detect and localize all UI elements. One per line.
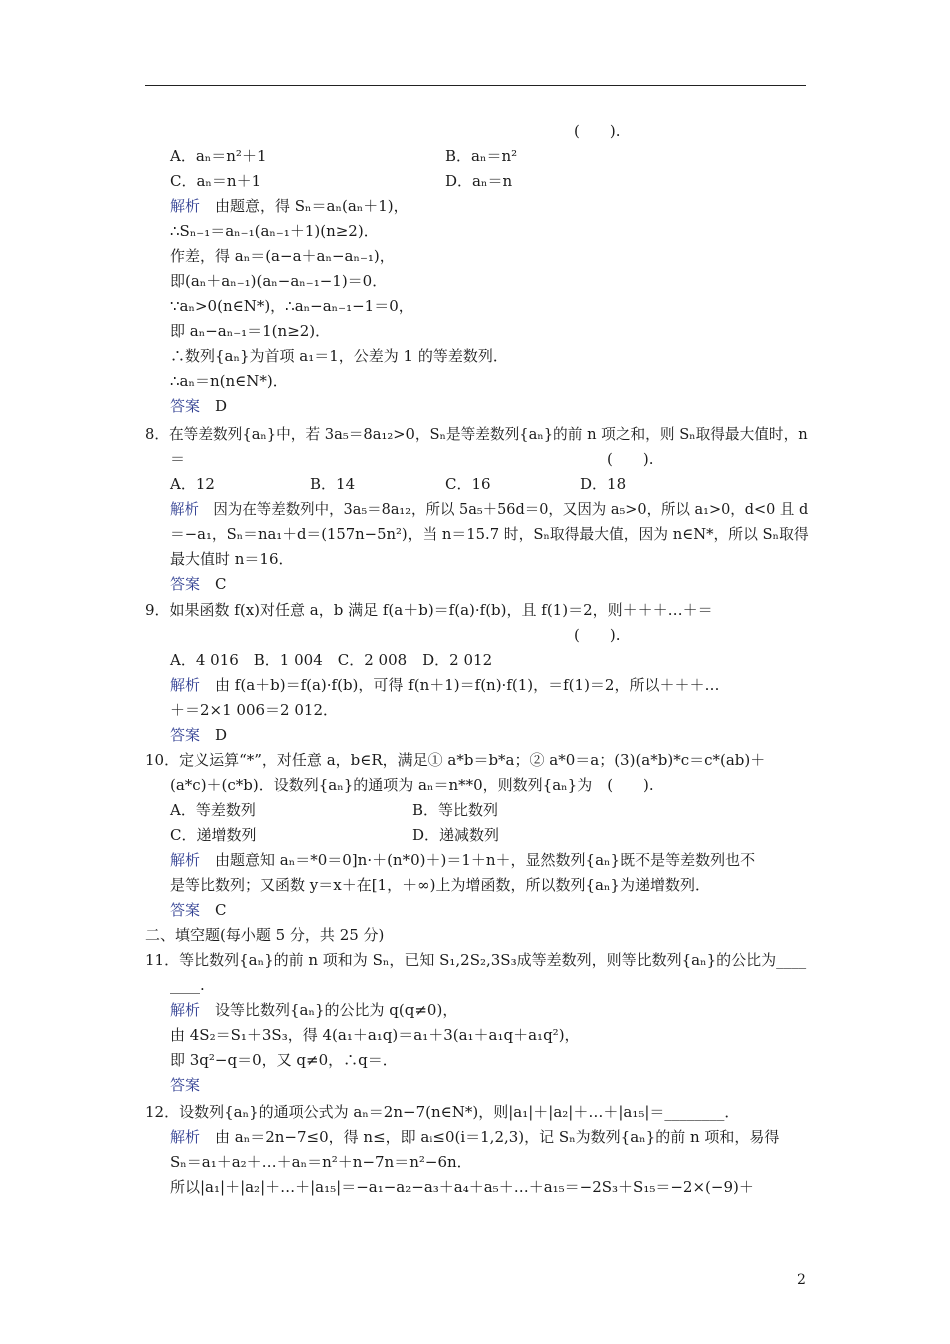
analysis-label: 解析	[170, 676, 201, 694]
q10-answer: 答案 C	[170, 901, 227, 919]
analysis-label: 解析	[170, 197, 201, 215]
q8-analysis-line: 解析 因为在等差数列中，3a₅＝8a₁₂，所以 5a₅＋56d＝0，又因为 a₅>0，所以 a₁>0，d<0 且 d	[170, 500, 809, 518]
q11-stem: ____.	[170, 976, 205, 994]
q12-stem: 12．设数列{aₙ}的通项公式为 aₙ＝2n−7(n∈N*)，则|a₁|＋|a₂|＋…＋|a₁₅|＝________．	[145, 1103, 740, 1121]
q9-options: A．4 016 B．1 004 C．2 008 D．2 012	[170, 651, 493, 669]
q8-stem: 8．在等差数列{aₙ}中，若 3a₅＝8a₁₂>0，Sₙ是等差数列{aₙ}的前 n 项之和，则 Sₙ取得最大值时，n	[145, 425, 808, 443]
q10-analysis-line: 是等比数列；又函数 y＝x＋在[1，＋∞)上为增函数，所以数列{aₙ}为递增数列．	[170, 876, 710, 894]
q10-option-d: D．递减数列	[412, 826, 500, 844]
q11-stem: 11．等比数列{aₙ}的前 n 项和为 Sₙ，已知 S₁,2S₂,3S₃成等差数列，则等比数列{aₙ}的公比为____	[145, 951, 807, 969]
q10-option-b: B．等比数列	[412, 801, 499, 819]
q9-blank: ( ).	[574, 626, 621, 644]
q7-analysis-line: ∵aₙ>0(n∈N*)，∴aₙ−aₙ₋₁−1＝0，	[170, 297, 414, 315]
q8-option-d: D．18	[580, 475, 627, 493]
q12-analysis-line: Sₙ＝a₁＋a₂＋…＋aₙ＝n²＋n−7n＝n²−6n．	[170, 1153, 472, 1171]
q10-stem: 10．定义运算“*”，对任意 a，b∈R，满足① a*b＝b*a；② a*0＝a；(3)(a*b)*c＝c*(ab)＋	[145, 751, 766, 769]
q11-answer	[170, 1075, 200, 1095]
q11-analysis-line: 解析 设等比数列{aₙ}的公比为 q(q≠0)，	[170, 1001, 458, 1019]
q9-analysis-line: ＋＝2×1 006＝2 012．	[170, 701, 338, 719]
q7-option-c: C．aₙ＝n＋1	[170, 172, 262, 190]
q7-blank: ( ).	[574, 122, 621, 140]
q10-option-a: A．等差数列	[170, 801, 256, 819]
q8-analysis-line: ＝−a₁，Sₙ＝na₁＋d＝(157n−5n²)，当 n＝15.7 时，Sₙ取得最大值，因为 n∈N*，所以 Sₙ取得	[170, 525, 809, 543]
q8-option-b: B．14	[310, 475, 356, 493]
analysis-label: 解析	[170, 500, 199, 518]
analysis-label: 解析	[170, 1001, 201, 1019]
q10-analysis-line: 解析 由题意知 aₙ＝*0＝0]n·＋(n*0)＋)＝1＋n＋，显然数列{aₙ}既不是等差数列也不	[170, 851, 756, 869]
q7-analysis-line: ∴数列{aₙ}为首项 a₁＝1，公差为 1 的等差数列．	[170, 347, 508, 365]
q8-answer: 答案 C	[170, 575, 227, 593]
q7-analysis-line: ∴aₙ＝n(n∈N*)．	[170, 372, 288, 390]
answer-label: 答案	[170, 726, 201, 744]
answer-label: 答案	[170, 397, 201, 415]
section-heading: 二、填空题(每小题 5 分，共 25 分)	[145, 926, 385, 944]
q9-answer: 答案 D	[170, 726, 228, 744]
q12-analysis-line: 解析 由 aₙ＝2n−7≤0，得 n≤，即 aᵢ≤0(i＝1,2,3)，记 Sₙ为数列{aₙ}的前 n 项和，易得	[170, 1128, 780, 1146]
q7-option-a: A．aₙ＝n²＋1	[170, 147, 267, 165]
q9-analysis-line: 解析 由 f(a＋b)＝f(a)·f(b)，可得 f(n＋1)＝f(n)·f(1)，＝f(1)＝2，所以＋＋＋…	[170, 676, 720, 694]
q7-analysis-line: 即 aₙ−aₙ₋₁＝1(n≥2)．	[170, 322, 331, 340]
q7-option-b: B．aₙ＝n²	[445, 147, 518, 165]
q10-stem: (a*c)＋(c*b)．设数列{aₙ}的通项为 aₙ＝n**0，则数列{aₙ}为 ( ).	[170, 776, 654, 794]
q7-analysis-line: ∴Sₙ₋₁＝aₙ₋₁(aₙ₋₁＋1)(n≥2)．	[170, 222, 379, 240]
q8-stem: ＝	[170, 450, 186, 468]
q7-answer: 答案 D	[170, 397, 228, 415]
q12-analysis-line: 所以|a₁|＋|a₂|＋…＋|a₁₅|＝−a₁−a₂−a₃＋a₄＋a₅＋…＋a₁₅＝−2S₃＋S₁₅＝−2×(−9)＋	[170, 1178, 754, 1196]
answer-label: 答案	[170, 1076, 201, 1094]
header-rule	[145, 85, 806, 86]
analysis-label: 解析	[170, 851, 201, 869]
q11-analysis-line: 即 3q²−q＝0，又 q≠0，∴q＝．	[170, 1051, 398, 1069]
q7-analysis-line: 解析 由题意，得 Sₙ＝aₙ(aₙ＋1)，	[170, 197, 409, 215]
q11-analysis-line: 由 4S₂＝S₁＋3S₃，得 4(a₁＋a₁q)＝a₁＋3(a₁＋a₁q＋a₁q²)，	[170, 1026, 580, 1044]
q9-stem: 9．如果函数 f(x)对任意 a，b 满足 f(a＋b)＝f(a)·f(b)，且 f(1)＝2，则＋＋＋…＋＝	[145, 601, 713, 619]
page-number: 2	[797, 1272, 806, 1288]
q8-analysis-line: 最大值时 n＝16．	[170, 550, 294, 568]
answer-label: 答案	[170, 575, 201, 593]
answer-label: 答案	[170, 901, 201, 919]
q8-option-c: C．16	[445, 475, 491, 493]
q8-option-a: A．12	[170, 475, 215, 493]
q7-analysis-line: 作差，得 aₙ＝(a−a＋aₙ−aₙ₋₁)，	[170, 247, 395, 265]
q7-option-d: D．aₙ＝n	[445, 172, 513, 190]
q8-blank: ( ).	[607, 450, 654, 468]
analysis-label: 解析	[170, 1128, 201, 1146]
q10-option-c: C．递增数列	[170, 826, 257, 844]
q7-analysis-line: 即(aₙ＋aₙ₋₁)(aₙ−aₙ₋₁−1)＝0．	[170, 272, 388, 290]
